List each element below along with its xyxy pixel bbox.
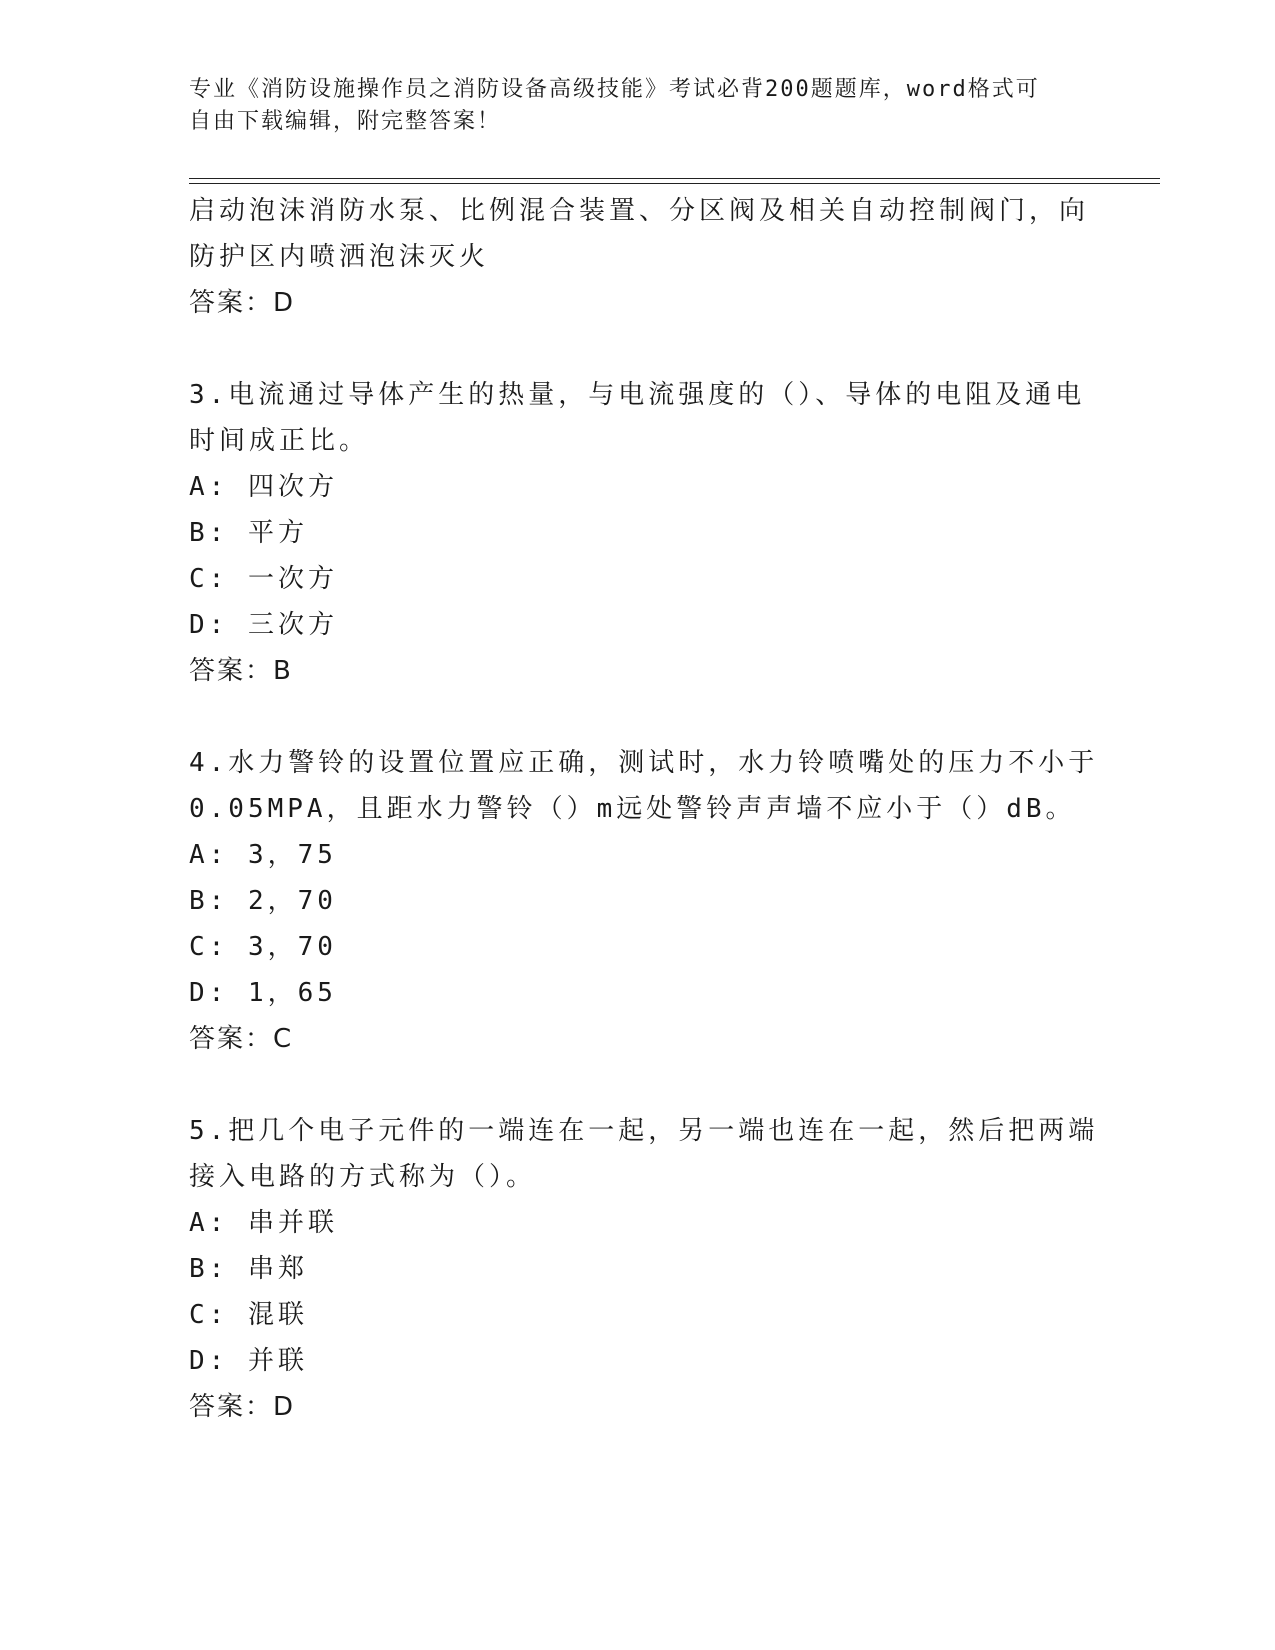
- option-c: C: 混联: [189, 1300, 308, 1330]
- document-body: [189, 188, 1109, 1430]
- answer-label: 答案：D: [189, 1392, 296, 1422]
- option-a: A: 串并联: [189, 1208, 338, 1238]
- option-b: B: 2，70: [189, 886, 337, 916]
- answer-label: 答案：C: [189, 1024, 294, 1054]
- option-c: C: 一次方: [189, 564, 338, 594]
- option-a: A: 四次方: [189, 472, 338, 502]
- question-text-line-1: 5.把几个电子元件的一端连在一起，另一端也连在一起，然后把两端: [189, 1116, 1099, 1146]
- question-text-line-2: 接入电路的方式称为（）。: [189, 1162, 537, 1192]
- spacer: [189, 694, 1109, 740]
- spacer: [189, 326, 1109, 372]
- question-text-line-2: 0.05MPA，且距水力警铃（）m远处警铃声声墙不应小于（）dB。: [189, 794, 1076, 824]
- answer-label: 答案：D: [189, 288, 296, 318]
- option-d: D: 并联: [189, 1346, 308, 1376]
- question-continuation: [189, 188, 1109, 326]
- header-title-line-1: 专业《消防设施操作员之消防设备高级技能》考试必背200题题库，word格式可: [189, 77, 1040, 102]
- question-5: [189, 1108, 1109, 1430]
- option-b: B: 串郑: [189, 1254, 308, 1284]
- question-3: [189, 372, 1109, 694]
- question-4: [189, 740, 1109, 1062]
- header-divider-top: [189, 178, 1160, 179]
- header-title-line-2: 自由下载编辑，附完整答案！: [189, 109, 502, 134]
- option-b: B: 平方: [189, 518, 308, 548]
- header-divider-bottom: [189, 183, 1160, 184]
- document-header: [189, 74, 1089, 138]
- option-d: D: 三次方: [189, 610, 338, 640]
- answer-label: 答案：B: [189, 656, 293, 686]
- continuation-line-1: 启动泡沫消防水泵、比例混合装置、分区阀及相关自动控制阀门，向: [189, 196, 1090, 226]
- question-text-line-1: 4.水力警铃的设置位置应正确，测试时，水力铃喷嘴处的压力不小于: [189, 748, 1099, 778]
- option-c: C: 3，70: [189, 932, 337, 962]
- option-d: D: 1，65: [189, 978, 337, 1008]
- spacer: [189, 1062, 1109, 1108]
- option-a: A: 3，75: [189, 840, 337, 870]
- question-text-line-2: 时间成正比。: [189, 426, 370, 456]
- question-text-line-1: 3.电流通过导体产生的热量，与电流强度的（）、导体的电阻及通电: [189, 380, 1086, 410]
- continuation-line-2: 防护区内喷洒泡沫灭火: [189, 242, 490, 272]
